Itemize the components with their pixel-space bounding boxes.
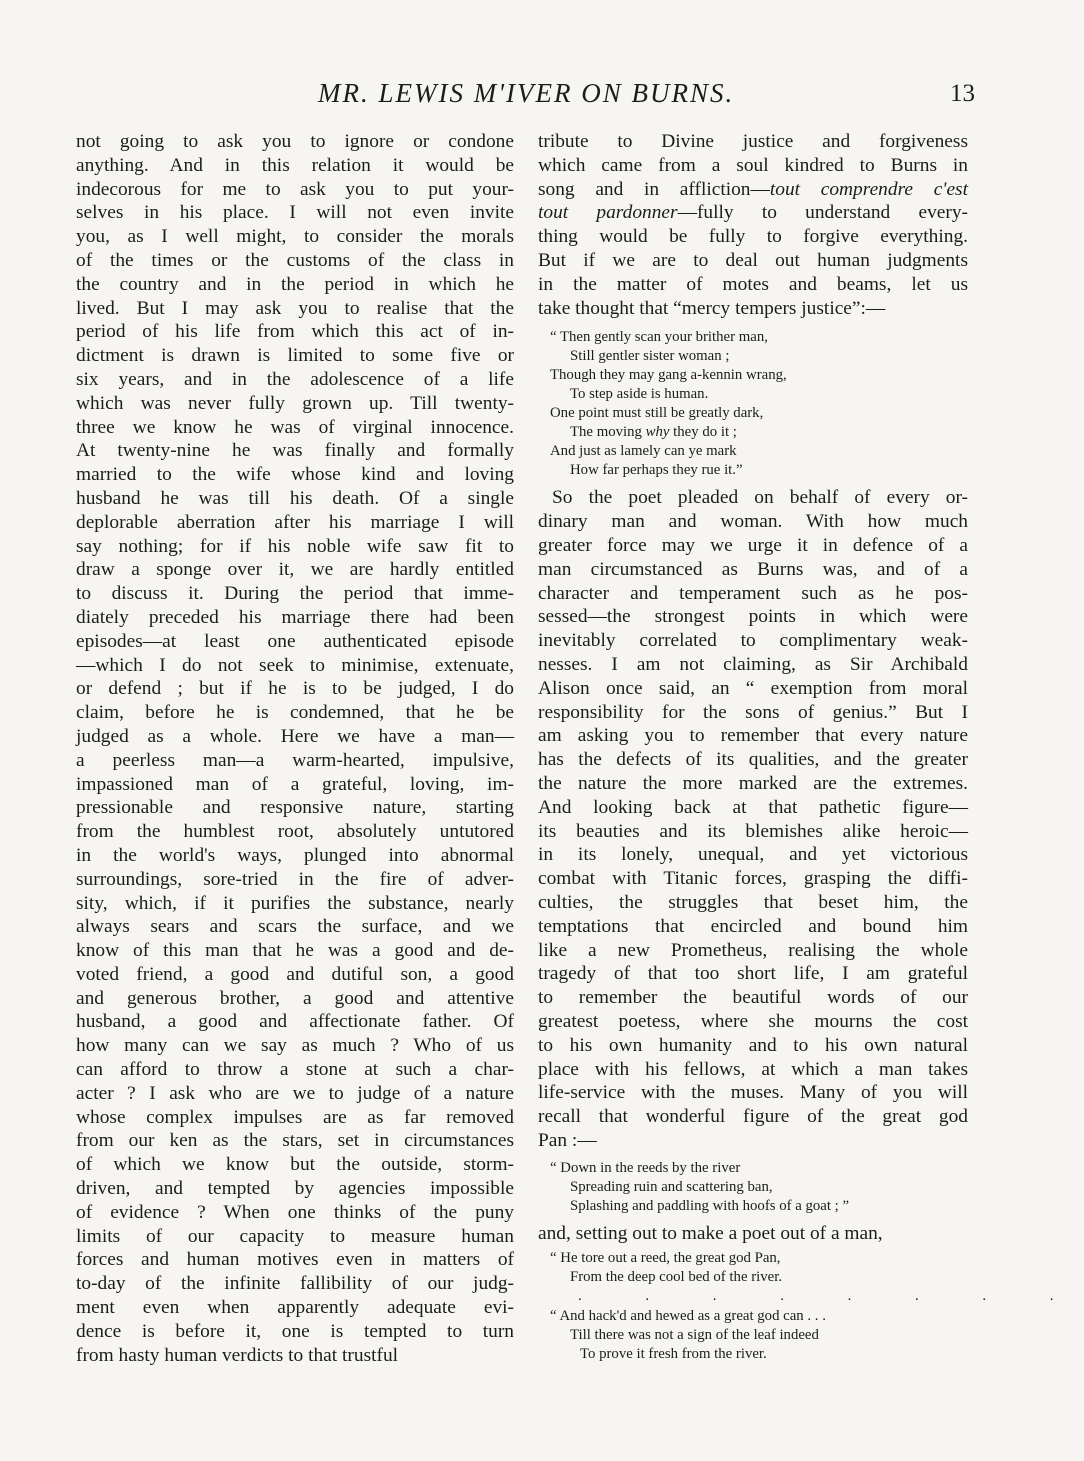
text-span: they do it ;: [669, 424, 737, 441]
verse-line: “ Down in the reeds by the river: [550, 1159, 741, 1176]
text-line: anything. And in this relation it would be: [76, 154, 514, 176]
text-line: lived. But I may ask you to realise that the: [76, 297, 514, 319]
text-line: the nature the more marked are the extremes.: [538, 772, 968, 794]
text-line: like a new Prometheus, realising the whole: [538, 939, 968, 961]
verse-line: [550, 423, 968, 442]
paragraph: [538, 486, 968, 1152]
text-line: from the humblest root, absolutely untutored: [76, 821, 514, 843]
text-line: selves in his place. I will not even invite: [76, 202, 514, 224]
text-line: six years, and in the adolescence of a life: [76, 368, 514, 390]
text-line: claim, before he is condemned, that he be: [76, 702, 514, 724]
text-line: diately preceded his marriage there had been: [76, 606, 514, 628]
text-line: am asking you to remember that every nature: [538, 725, 968, 747]
text-line: husband, a good and affectionate father. Of: [76, 1011, 514, 1033]
verse-line: One point must still be greatly dark,: [550, 405, 764, 422]
verse-line: “ He tore out a reed, the great god Pan,: [550, 1250, 781, 1267]
text-line: responsibility for the sons of genius.” But I: [538, 701, 968, 723]
text-line: voted friend, a good and dutiful son, a good: [76, 963, 514, 985]
text-line: ment even when apparently adequate evi-: [76, 1297, 514, 1319]
left-column: [76, 130, 514, 1367]
text-line: limits of our capacity to measure human: [76, 1225, 514, 1247]
text-line: character and temperament such as he pos-: [538, 582, 968, 604]
text-line: [538, 201, 968, 225]
text-line: in its lonely, unequal, and yet victorious: [538, 844, 968, 866]
text-line: and, setting out to make a poet out of a man,: [538, 1222, 883, 1244]
text-line: sity, which, if it purifies the substance, nearly: [76, 892, 514, 914]
verse-line: “ And hack'd and hewed as a great god can . . .: [550, 1308, 826, 1325]
text-line: thing would be fully to forgive everything.: [538, 226, 968, 248]
verse-line: And just as lamely can ye mark: [550, 443, 737, 460]
text-line: inevitably correlated to complimentary weak-: [538, 630, 968, 652]
text-line: to-day of the infinite fallibility of our judg-: [76, 1273, 514, 1295]
verse-line: To prove it fresh from the river.: [580, 1346, 767, 1363]
text-line: combat with Titanic forces, grasping the diffi-: [538, 868, 968, 890]
text-line: or defend ; but if he is to be judged, I do: [76, 678, 514, 700]
text-line: Alison once said, an “ exemption from moral: [538, 677, 968, 699]
text-line: say nothing; for if his noble wife saw fit to: [76, 535, 514, 557]
text-line: culties, the struggles that beset him, the: [538, 891, 968, 913]
text-line: judged as a whole. Here we have a man—: [76, 725, 514, 747]
text-line: of which we know but the outside, storm-: [76, 1154, 514, 1176]
text-line: you, as I well might, to consider the morals: [76, 226, 514, 248]
italic-word: why: [645, 424, 670, 441]
text-line: which came from a soul kindred to Burns in: [538, 154, 968, 176]
verse-line: Splashing and paddling with hoofs of a goat ; ”: [570, 1197, 850, 1214]
text-span: —fully to understand every-: [677, 202, 968, 224]
text-line: deplorable aberration after his marriage I will: [76, 511, 514, 533]
text-line: whose complex impulses are as far removed: [76, 1106, 514, 1128]
text-line: life-service with the muses. Many of you will: [538, 1082, 968, 1104]
text-line: surroundings, sore-tried in the fire of adver-: [76, 868, 514, 890]
text-line: [538, 178, 968, 202]
text-line: dinary man and woman. With how much: [538, 511, 968, 533]
text-line: driven, and tempted by agencies impossible: [76, 1178, 514, 1200]
verse-line: To step aside is human.: [570, 386, 709, 403]
text-line: to discuss it. During the period that imme-: [76, 583, 514, 605]
text-line: its beauties and its blemishes alike heroic—: [538, 820, 968, 842]
page-header: [0, 78, 1000, 112]
text-line: place with his fellows, at which a man takes: [538, 1058, 968, 1080]
text-line: But if we are to deal out human judgments: [538, 249, 968, 271]
verse-quotation: [538, 1307, 968, 1364]
text-line: how many can we say as much ? Who of us: [76, 1035, 514, 1057]
verse-line: Though they may gang a-kennin wrang,: [550, 367, 787, 384]
text-line: temptations that encircled and bound him: [538, 915, 968, 937]
text-line: greatest poetess, where she mourns the cost: [538, 1010, 968, 1032]
text-line: draw a sponge over it, we are hardly entitled: [76, 559, 514, 581]
text-line: So the poet pleaded on behalf of every or-: [552, 487, 968, 509]
text-line: of evidence ? When one thinks of the puny: [76, 1201, 514, 1223]
text-line: which was never fully grown up. Till twenty-: [76, 392, 514, 414]
text-line: tribute to Divine justice and forgiveness: [538, 131, 968, 152]
text-line: dence is before it, one is tempted to turn: [76, 1320, 514, 1342]
text-line: impassioned man of a grateful, loving, im-: [76, 773, 514, 795]
text-line: pressionable and responsive nature, starting: [76, 797, 514, 819]
text-line: sessed—the strongest points in which were: [538, 606, 968, 628]
verse-line: How far perhaps they rue it.”: [570, 462, 743, 479]
text-line: always sears and scars the surface, and we: [76, 916, 514, 938]
text-line: from hasty human verdicts to that trustful: [76, 1344, 399, 1366]
text-span: The moving: [570, 424, 646, 441]
text-line: indecorous for me to ask you to put your-: [76, 178, 514, 200]
text-line: —which I do not seek to minimise, extenuate,: [76, 654, 514, 676]
verse-quotation: [538, 1249, 968, 1287]
verse-line: Still gentler sister woman ;: [570, 348, 730, 365]
text-line: in the world's ways, plunged into abnormal: [76, 844, 514, 866]
text-line: forces and human motives even in matters of: [76, 1249, 514, 1271]
text-line: Pan :—: [538, 1129, 597, 1151]
verse-quotation: [538, 328, 968, 480]
italic-phrase: tout pardonner: [538, 202, 678, 224]
text-line: At twenty-nine he was finally and formally: [76, 440, 514, 462]
text-line: married to the wife whose kind and loving: [76, 464, 514, 486]
text-line: take thought that “mercy tempers justice”:—: [538, 297, 886, 319]
text-line: not going to ask you to ignore or condone: [76, 131, 514, 152]
text-line: man circumstanced as Burns was, and of a: [538, 558, 968, 580]
text-line: husband he was till his death. Of a single: [76, 487, 514, 509]
text-line: episodes—at least one authenticated episode: [76, 630, 514, 652]
text-line: the country and in the period in which he: [76, 273, 514, 295]
verse-line: From the deep cool bed of the river.: [570, 1269, 783, 1286]
verse-line: Spreading ruin and scattering ban,: [570, 1178, 773, 1195]
text-line: recall that wonderful figure of the great god: [538, 1106, 968, 1128]
text-line: three we know he was of virginal innocence.: [76, 416, 514, 438]
text-span: song and in affliction—: [538, 178, 770, 200]
text-line: to remember the beautiful words of our: [538, 987, 968, 1009]
italic-phrase: tout comprendre c'est: [769, 178, 968, 200]
text-line: know of this man that he was a good and de-: [76, 940, 514, 962]
running-title: MR. LEWIS M'IVER ON BURNS.: [318, 78, 735, 108]
verse-omission: . . . . . . . .: [578, 1288, 1084, 1305]
verse-line: Till there was not a sign of the leaf indeed: [570, 1327, 819, 1344]
page-number: 13: [950, 80, 975, 107]
text-line: and generous brother, a good and attentive: [76, 987, 514, 1009]
verse-line: “ Then gently scan your brither man,: [550, 329, 768, 346]
text-line: has the defects of its qualities, and the greater: [538, 749, 968, 771]
verse-quotation: [538, 1159, 968, 1216]
text-line: tragedy of that too short life, I am grateful: [538, 963, 968, 985]
text-line: from our ken as the stars, set in circumstances: [76, 1130, 514, 1152]
text-line: can afford to throw a stone at such a char-: [76, 1059, 514, 1081]
text-line: nesses. I am not claiming, as Sir Archibald: [538, 653, 968, 675]
text-line: dictment is drawn is limited to some five or: [76, 345, 514, 367]
text-line: a peerless man—a warm-hearted, impulsive,: [76, 749, 514, 771]
text-line: period of his life from which this act of in-: [76, 321, 514, 343]
text-line: greater force may we urge it in defence of a: [538, 534, 968, 556]
text-line: to his own humanity and to his own natural: [538, 1034, 968, 1056]
right-column: [538, 130, 1084, 1364]
text-line: And looking back at that pathetic figure—: [538, 796, 968, 818]
text-line: of the times or the customs of the class in: [76, 249, 514, 271]
text-line: in the matter of motes and beams, let us: [538, 273, 968, 295]
text-line: acter ? I ask who are we to judge of a nature: [76, 1082, 514, 1104]
